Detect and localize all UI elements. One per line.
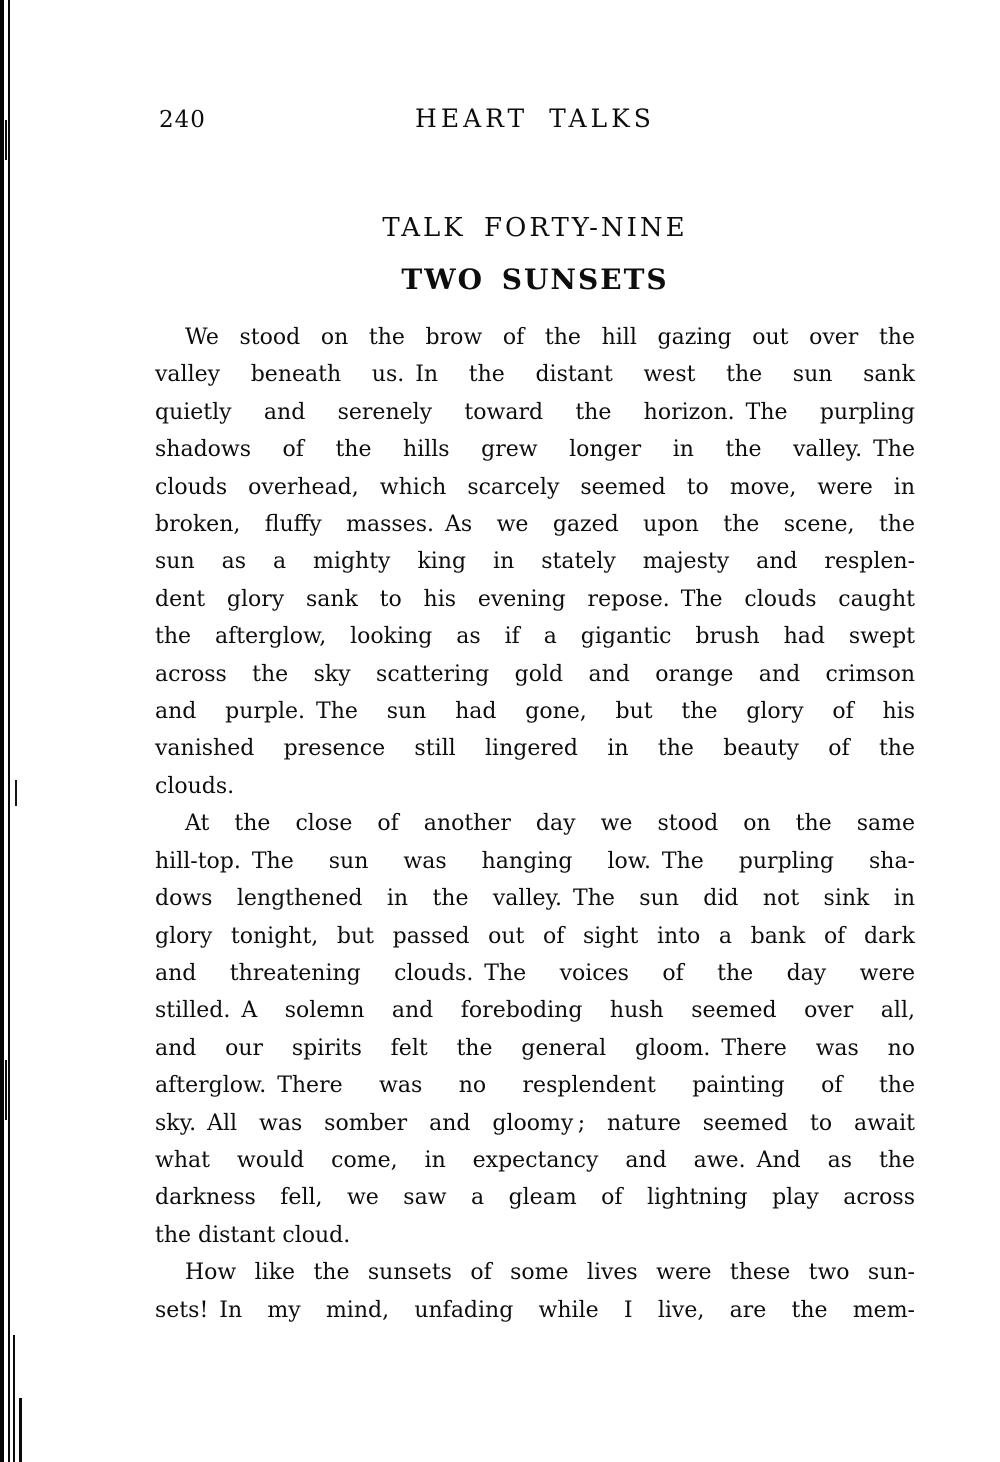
scan-edge-artifact xyxy=(8,0,10,1462)
page-number: 240 xyxy=(159,107,206,133)
text-line: vanished presence still lingered in the beauty of the xyxy=(155,736,915,762)
text-line: dent glory sank to his evening repose. The clouds caught xyxy=(155,586,915,612)
text-line: what would come, in expectancy and awe. And as the xyxy=(155,1147,915,1173)
text-line: stilled. A solemn and foreboding hush seemed over all, xyxy=(155,998,915,1024)
text-line: sets! In my mind, unfading while I live, are the mem- xyxy=(155,1297,915,1323)
page-header xyxy=(155,104,915,138)
body-text xyxy=(155,319,915,1329)
text-line: across the sky scattering gold and orange and crimson xyxy=(155,661,915,687)
text-line: and our spirits felt the general gloom. There was no xyxy=(155,1035,915,1061)
scan-edge-artifact xyxy=(0,0,4,1462)
text-line: the distant cloud. xyxy=(155,1222,351,1248)
text-line: and purple. The sun had gone, but the glory of his xyxy=(155,699,915,725)
scan-edge-artifact xyxy=(19,1398,22,1462)
text-line: We stood on the brow of the hill gazing out over the xyxy=(185,325,915,350)
text-line: glory tonight, but passed out of sight into a bank of dark xyxy=(155,923,915,949)
text-line: shadows of the hills grew longer in the valley. The xyxy=(155,437,915,463)
scan-edge-artifact xyxy=(5,120,7,160)
chapter-title: TWO SUNSETS xyxy=(401,263,669,296)
text-line: sky. All was somber and gloomy ; nature seemed to await xyxy=(155,1110,915,1136)
scan-edge-artifact xyxy=(13,1335,15,1462)
text-line: broken, fluffy masses. As we gazed upon the scene, the xyxy=(155,512,915,538)
text-line: afterglow. There was no resplendent painting of the xyxy=(155,1073,915,1099)
scan-edge-artifact xyxy=(15,780,17,806)
text-line: hill-top. The sun was hanging low. The purpling sha- xyxy=(155,848,915,874)
talk-heading: TALK FORTY-NINE xyxy=(382,213,688,243)
text-line: clouds. xyxy=(155,773,235,799)
text-line: How like the sunsets of some lives were these two sun- xyxy=(185,1260,915,1286)
running-head: HEART TALKS xyxy=(415,104,655,133)
text-line: quietly and serenely toward the horizon. The purpling xyxy=(155,399,915,425)
text-line: sun as a mighty king in stately majesty and resplen- xyxy=(155,549,915,575)
text-line: valley beneath us. In the distant west the sun sank xyxy=(155,362,915,388)
text-line: the afterglow, looking as if a gigantic brush had swept xyxy=(155,624,915,650)
text-line: At the close of another day we stood on the same xyxy=(185,811,915,837)
text-line: darkness fell, we saw a gleam of lightning play across xyxy=(155,1185,915,1211)
text-line: and threatening clouds. The voices of the day were xyxy=(155,960,915,986)
text-line: dows lengthened in the valley. The sun did not sink in xyxy=(155,886,915,912)
text-line: clouds overhead, which scarcely seemed to move, were in xyxy=(155,474,915,500)
scan-edge-artifact xyxy=(5,1060,7,1120)
